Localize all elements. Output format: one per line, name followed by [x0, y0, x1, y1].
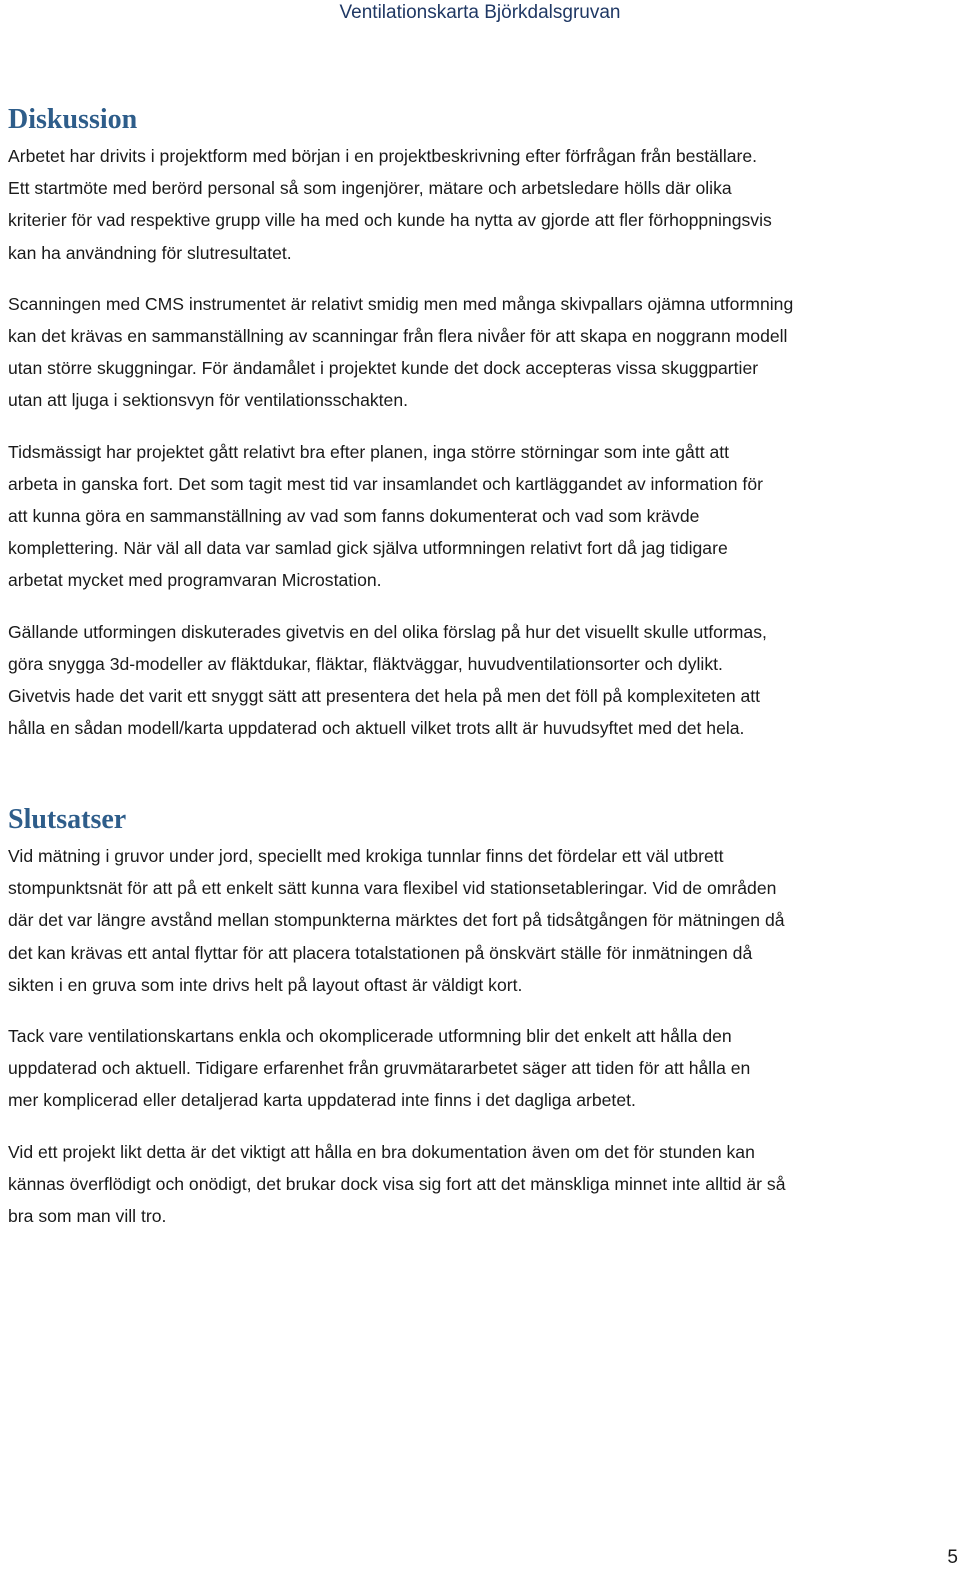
text-line: komplettering. När väl all data var samlad gick själva utformningen relativt fort då jag tidigare — [8, 538, 728, 559]
text-line: sikten i en gruva som inte drivs helt på layout oftast är väldigt kort. — [8, 974, 523, 995]
text-line: Vid mätning i gruvor under jord, speciellt med krokiga tunnlar finns det fördelar ett väl utbrett — [8, 846, 724, 866]
diskussion-paragraph — [8, 436, 956, 597]
text-line: kan det krävas en sammanställning av scanningar från flera nivåer för att skapa en noggrann modell — [8, 326, 788, 347]
text-line: Ett startmöte med berörd personal så som ingenjörer, mätare och arbetsledare hölls där olika — [8, 178, 732, 199]
diskussion-paragraph — [8, 616, 956, 745]
text-line: kriterier för vad respektive grupp ville ha med och kunde ha nytta av gjorde att fler förhoppningsvis — [8, 210, 772, 231]
text-line: arbetat mycket med programvaran Microstation. — [8, 570, 382, 591]
text-line: kännas överflödigt och onödigt, det brukar dock visa sig fort att det mänskliga minnet inte alltid är så — [8, 1173, 786, 1194]
text-line: där det var längre avstånd mellan stompunkterna märktes det fort på tidsåtgången för mätningen då — [8, 910, 785, 931]
text-line: stompunktsnät för att på ett enkelt sätt kunna vara flexibel vid stationsetableringar. Vid de områden — [8, 878, 777, 899]
slutsatser-heading: Slutsatser — [8, 804, 127, 835]
diskussion-paragraph — [8, 288, 956, 417]
page-number: 5 — [947, 1547, 958, 1568]
diskussion-section — [8, 100, 956, 763]
text-line: bra som man vill tro. — [8, 1206, 167, 1227]
diskussion-paragraph — [8, 140, 956, 269]
diskussion-heading: Diskussion — [8, 104, 138, 135]
slutsatser-paragraph — [8, 1136, 956, 1233]
text-line: utan större skuggningar. För ändamålet i projektet kunde det dock accepteras vissa skuggpartier — [8, 358, 759, 379]
text-line: arbeta in ganska fort. Det som tagit mest tid var insamlandet och kartläggandet av information för — [8, 473, 763, 494]
text-line: utan att ljuga i sektionsvyn för ventilationsschakten. — [8, 390, 408, 411]
slutsatser-section — [8, 800, 956, 1251]
text-line: Scanningen med CMS instrumentet är relativt smidig men med många skivpallars ojämna utformning — [8, 293, 794, 314]
text-line: Vid ett projekt likt detta är det viktigt att hålla en bra dokumentation även om det för stunden kan — [8, 1141, 755, 1162]
slutsatser-paragraph — [8, 1020, 956, 1117]
text-line: göra snygga 3d-modeller av fläktdukar, fläktar, fläktväggar, huvudventilationsorter och dylikt. — [8, 653, 723, 674]
text-line: mer komplicerad eller detaljerad karta uppdaterad inte finns i det dagliga arbetet. — [8, 1090, 636, 1111]
text-line: Tack vare ventilationskartans enkla och okomplicerade utformning blir det enkelt att hålla den — [8, 1026, 732, 1047]
text-line: Givetvis hade det varit ett snyggt sätt att presentera det hela på men det föll på komplexiteten att — [8, 686, 761, 707]
text-line: Gällande utformingen diskuterades givetvis en del olika förslag på hur det visuellt skulle utformas, — [8, 621, 767, 642]
text-line: Tidsmässigt har projektet gått relativt bra efter planen, inga större störningar som inte gått att — [8, 441, 730, 462]
slutsatser-paragraph — [8, 840, 956, 1001]
text-line: kan ha användning för slutresultatet. — [8, 242, 292, 263]
text-line: att kunna göra en sammanställning av vad som fanns dokumenterat och vad som krävde — [8, 506, 700, 527]
text-line: det kan krävas ett antal flyttar för att placera totalstationen på önskvärt ställe för inmätningen då — [8, 942, 753, 963]
text-line: hålla en sådan modell/karta uppdaterad och aktuell vilket trots allt är huvudsyftet med det hela. — [8, 718, 745, 739]
text-line: Arbetet har drivits i projektform med början i en projektbeskrivning efter förfrågan från beställare. — [8, 146, 758, 166]
text-line: uppdaterad och aktuell. Tidigare erfarenhet från gruvmätararbetet säger att tiden för att hålla en — [8, 1058, 751, 1079]
running-header: Ventilationskarta Björkdalsgruvan — [339, 2, 621, 23]
